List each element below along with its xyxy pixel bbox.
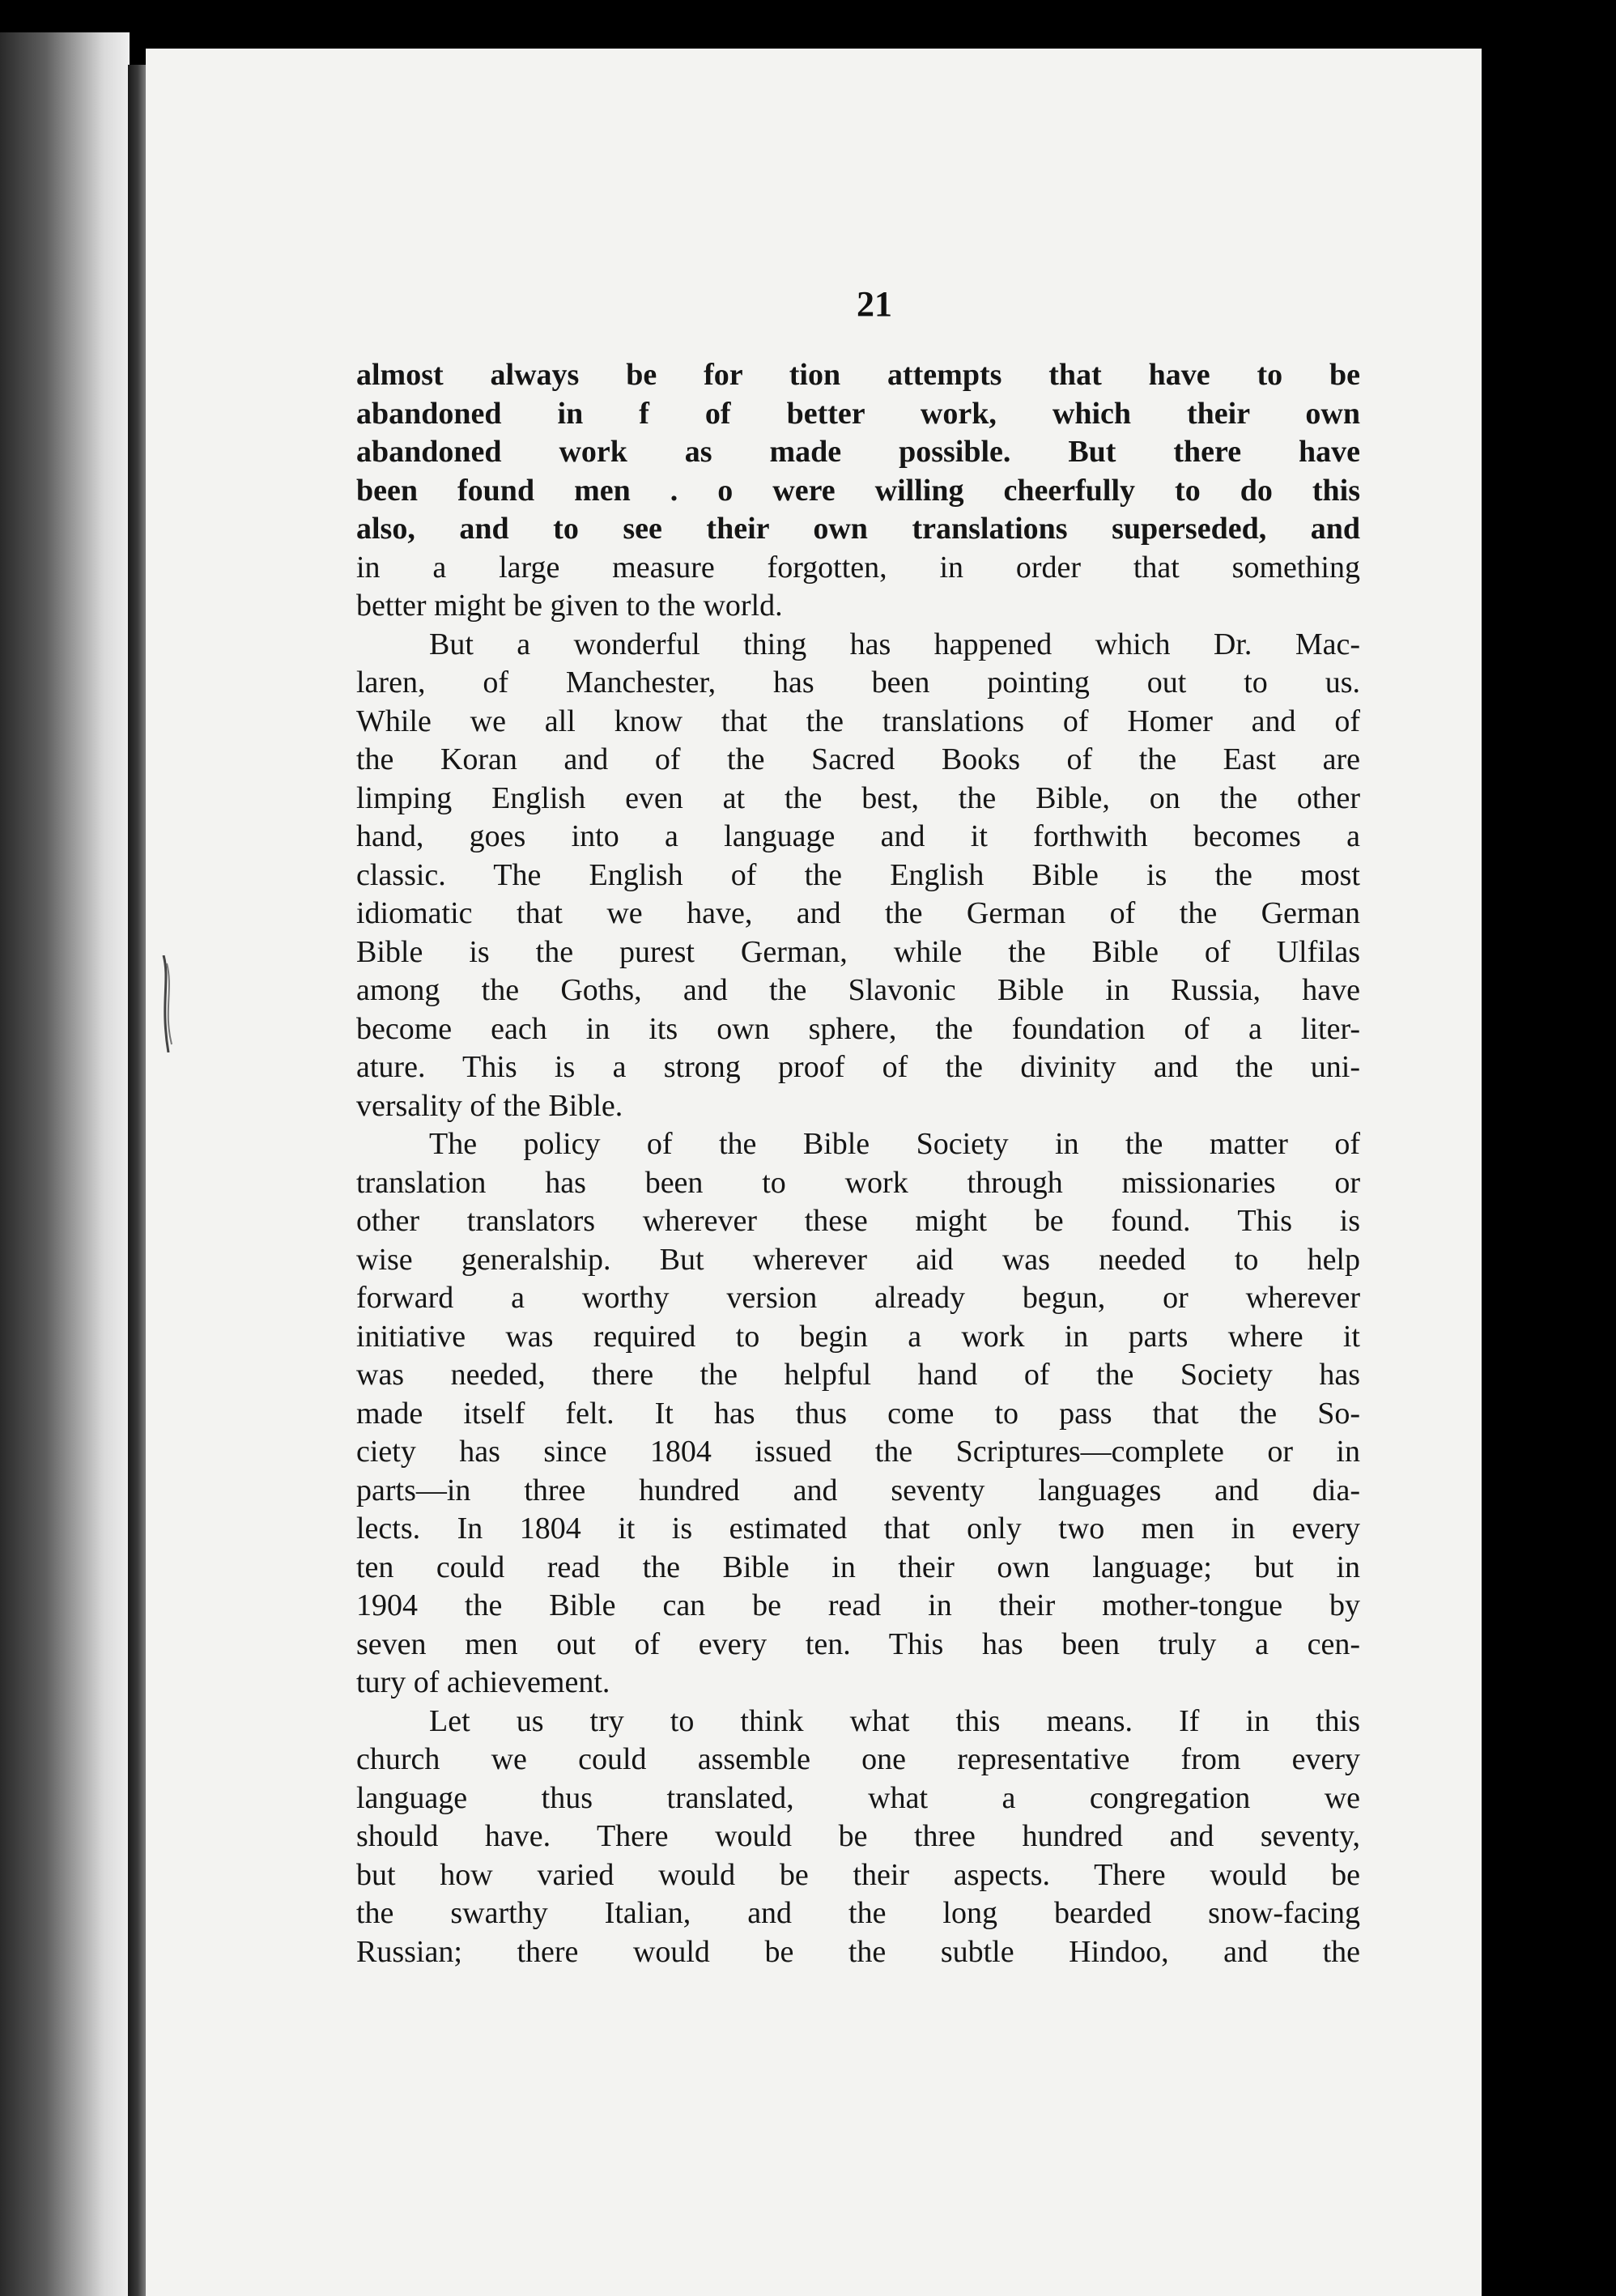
text-line: idiomatic that we have, and the German of the German xyxy=(356,896,1360,930)
text-line: ciety has since 1804 issued the Scriptures—complete or in xyxy=(356,1435,1360,1469)
text-line: in a large measure forgotten, in order that something xyxy=(356,550,1360,585)
text-line: become each in its own sphere, the foundation of a liter- xyxy=(356,1011,1360,1046)
text-line: tury of achievement. xyxy=(356,1665,610,1699)
body-text xyxy=(356,356,1360,1971)
text-line: ature. This is a strong proof of the divinity and the uni- xyxy=(356,1050,1360,1084)
text-line: better might be given to the world. xyxy=(356,589,783,623)
text-line: also, and to see their own translations superseded, and xyxy=(356,512,1360,546)
text-line: church we could assemble one representative from every xyxy=(356,1742,1360,1776)
text-line: seven men out of every ten. This has been truly a cen- xyxy=(356,1626,1360,1661)
text-line: Bible is the purest German, while the Bible of Ulfilas xyxy=(356,934,1360,969)
text-line: among the Goths, and the Slavonic Bible in Russia, have xyxy=(356,973,1360,1007)
text-line: was needed, there the helpful hand of the Society has xyxy=(356,1358,1360,1392)
text-line: been found men . o were willing cheerfully to do this xyxy=(356,473,1360,508)
text-line: abandoned in f of better work, which their own xyxy=(356,396,1360,431)
text-line: The policy of the Bible Society in the matter of xyxy=(429,1127,1360,1161)
text-line: Let us try to think what this means. If in this xyxy=(429,1703,1360,1738)
binding-thread-mark xyxy=(159,955,176,1052)
text-line: the swarthy Italian, and the long bearded snow-facing xyxy=(356,1896,1360,1930)
text-line: wise generalship. But wherever aid was needed to help xyxy=(356,1242,1360,1277)
text-line: parts—in three hundred and seventy languages and dia- xyxy=(356,1473,1360,1507)
text-line: but how varied would be their aspects. There would be xyxy=(356,1857,1360,1892)
text-line: But a wonderful thing has happened which Dr. Mac- xyxy=(429,627,1360,661)
text-line: almost always be for tion attempts that have to be xyxy=(356,358,1360,392)
text-line: initiative was required to begin a work in parts where it xyxy=(356,1319,1360,1354)
text-line: the Koran and of the Sacred Books of the East are xyxy=(356,742,1360,776)
page-number: 21 xyxy=(857,284,892,324)
text-line: should have. There would be three hundred and seventy, xyxy=(356,1819,1360,1853)
text-line: made itself felt. It has thus come to pass that the So- xyxy=(356,1396,1360,1431)
text-line: hand, goes into a language and it forthwith becomes a xyxy=(356,819,1360,853)
text-line: abandoned work as made possible. But there have xyxy=(356,435,1360,469)
text-line: translation has been to work through missionaries or xyxy=(356,1165,1360,1200)
text-line: language thus translated, what a congregation we xyxy=(356,1780,1360,1815)
text-line: forward a worthy version already begun, or wherever xyxy=(356,1281,1360,1315)
book-spine xyxy=(128,65,147,2296)
text-line: While we all know that the translations of Homer and of xyxy=(356,704,1360,738)
text-line: 1904 the Bible can be read in their mother-tongue by xyxy=(356,1588,1360,1622)
text-line: classic. The English of the English Bible is the most xyxy=(356,857,1360,892)
text-line: lects. In 1804 it is estimated that only two men in every xyxy=(356,1512,1360,1546)
text-line: ten could read the Bible in their own language; but in xyxy=(356,1550,1360,1584)
text-line: laren, of Manchester, has been pointing out to us. xyxy=(356,665,1360,699)
text-line: limping English even at the best, the Bible, on the other xyxy=(356,780,1360,815)
text-line: other translators wherever these might be found. This is xyxy=(356,1204,1360,1238)
text-line: versality of the Bible. xyxy=(356,1088,623,1123)
text-line: Russian; there would be the subtle Hindoo, and the xyxy=(356,1934,1360,1969)
facing-page-edge xyxy=(0,32,130,2296)
